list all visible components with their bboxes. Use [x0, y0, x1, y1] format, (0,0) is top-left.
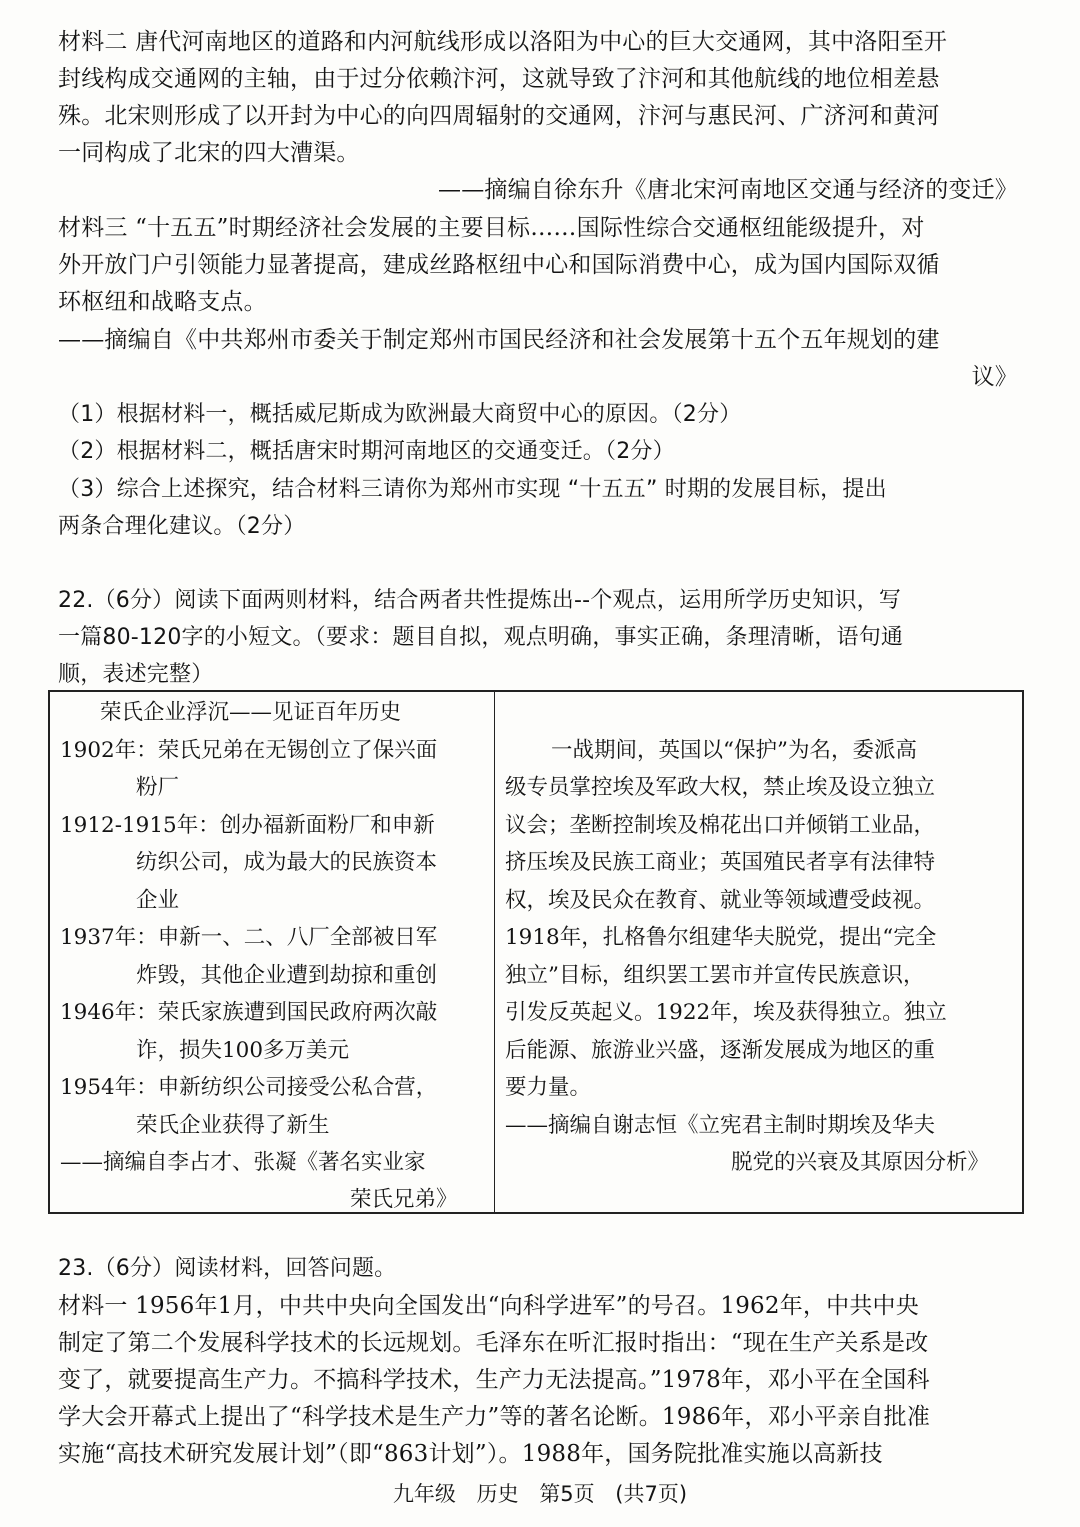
- egypt-paragraph-line: 要力量。: [505, 1075, 592, 1100]
- egypt-paragraph-line: 挤压埃及民族工商业；英国殖民者享有法律特: [505, 850, 936, 875]
- egypt-paragraph-line: 1918年，扎格鲁尔组建华夫脱党，提出“完全: [505, 925, 937, 950]
- q23-material-line: 实施“高技术研究发展计划”（即“863计划”）。1988年，国务院批准实施以高新技: [58, 1441, 883, 1467]
- material3-line: 环枢纽和战略支点。: [58, 289, 267, 315]
- egypt-source-cont: 脱党的兴衰及其原因分析》: [731, 1150, 990, 1175]
- question-21-1: （1）根据材料一，概括威尼斯成为欧洲最大商贸中心的原因。（2分）: [58, 402, 742, 427]
- egypt-paragraph-line: 独立”目标，组织罢工罢市并宣传民族意识，: [505, 963, 925, 988]
- q23-material-line: 材料一 1956年1月，中共中央向全国发出“向科学进军”的号召。1962年，中共中央: [58, 1293, 919, 1319]
- question-21-3-cont: 两条合理化建议。（2分）: [58, 514, 306, 539]
- materials-table: [48, 690, 1024, 1214]
- timeline-entry-cont: 企业: [136, 888, 180, 913]
- rongshi-title: 荣氏企业浮沉——见证百年历史: [100, 700, 402, 725]
- material3-source: ——摘编自《中共郑州市委关于制定郑州市国民经济和社会发展第十五个五年规划的建: [58, 327, 940, 353]
- rongshi-cell: [49, 691, 495, 1213]
- question-22-cont: 顺，表述完整）: [58, 662, 214, 687]
- material3-line: 外开放门户引领能力显著提高，建成丝路枢纽中心和国际消费中心，成为国内国际双循: [58, 252, 940, 278]
- timeline-entry: 1937年：申新一、二、八厂全部被日军: [60, 925, 438, 950]
- timeline-entry-cont: 纺织公司，成为最大的民族资本: [136, 850, 438, 875]
- timeline-entry-cont: 诈，损失100多万美元: [136, 1038, 350, 1063]
- egypt-paragraph-line: 权，埃及民众在教育、就业等领域遭受歧视。: [505, 888, 936, 913]
- material2-source: ——摘编自徐东升《唐北宋河南地区交通与经济的变迁》: [438, 177, 1018, 203]
- egypt-paragraph-line: 级专员掌控埃及军政大权，禁止埃及设立独立: [505, 775, 936, 800]
- q23-material-line: 变了，就要提高生产力。不搞科学技术，生产力无法提高。”1978年，邓小平在全国科: [58, 1367, 930, 1393]
- timeline-entry: 1912-1915年：创办福新面粉厂和申新: [60, 813, 435, 838]
- egypt-paragraph-line: 后能源、旅游业兴盛，逐渐发展成为地区的重: [505, 1038, 936, 1063]
- page-footer: 九年级 历史 第5页 (共7页): [392, 1482, 688, 1506]
- question-21-3: （3）综合上述探究，结合材料三请你为郑州市实现 “十五五” 时期的发展目标，提出: [58, 477, 887, 502]
- question-22: 22.（6分）阅读下面两则材料，结合两者共性提炼出--个观点，运用所学历史知识，写: [58, 588, 902, 613]
- egypt-cell: [495, 691, 1024, 1213]
- question-23: 23.（6分）阅读材料，回答问题。: [58, 1256, 397, 1281]
- rongshi-source: ——摘编自李占才、张凝《著名实业家: [60, 1150, 426, 1175]
- timeline-entry-cont: 炸毁，其他企业遭到劫掠和重创: [136, 963, 438, 988]
- q23-material-line: 学大会开幕式上提出了“科学技术是生产力”等的著名论断。1986年，邓小平亲自批准: [58, 1404, 931, 1430]
- q23-material-line: 制定了第二个发展科学技术的长远规划。毛泽东在听汇报时指出：“现在生产关系是改: [58, 1330, 929, 1356]
- material2-line: 一同构成了北宋的四大漕渠。: [58, 140, 360, 166]
- egypt-paragraph-line: 一战期间，英国以“保护”为名，委派高: [551, 738, 917, 763]
- egypt-paragraph-line: 议会；垄断控制埃及棉花出口并倾销工业品，: [505, 813, 936, 838]
- material2-line: 材料二 唐代河南地区的道路和内河航线形成以洛阳为中心的巨大交通网，其中洛阳至开: [58, 29, 948, 55]
- material2-line: 殊。北宋则形成了以开封为中心的向四周辐射的交通网，汴河与惠民河、广济河和黄河: [58, 103, 940, 129]
- timeline-entry-cont: 荣氏企业获得了新生: [136, 1113, 330, 1138]
- material3-line: 材料三 “十五五”时期经济社会发展的主要目标……国际性综合交通枢纽能级提升，对: [58, 215, 925, 241]
- material2-line: 封线构成交通网的主轴，由于过分依赖汴河，这就导致了汴河和其他航线的地位相差悬: [58, 66, 940, 92]
- egypt-source: ——摘编自谢志恒《立宪君主制时期埃及华夫: [505, 1113, 936, 1138]
- timeline-entry-cont: 粉厂: [136, 775, 180, 800]
- rongshi-source-cont: 荣氏兄弟》: [350, 1187, 458, 1212]
- timeline-entry: 1946年：荣氏家族遭到国民政府两次敲: [60, 1000, 438, 1025]
- question-21-2: （2）根据材料二，概括唐宋时期河南地区的交通变迁。（2分）: [58, 439, 675, 464]
- question-22-cont: 一篇80-120字的小短文。（要求：题目自拟，观点明确，事实正确，条理清晰，语句通: [58, 625, 904, 650]
- timeline-entry: 1954年：申新纺织公司接受公私合营，: [60, 1075, 438, 1100]
- timeline-entry: 1902年：荣氏兄弟在无锡创立了保兴面: [60, 738, 438, 763]
- material3-source-cont: 议》: [971, 364, 1018, 390]
- egypt-paragraph-line: 引发反英起义。1922年，埃及获得独立。独立: [505, 1000, 947, 1025]
